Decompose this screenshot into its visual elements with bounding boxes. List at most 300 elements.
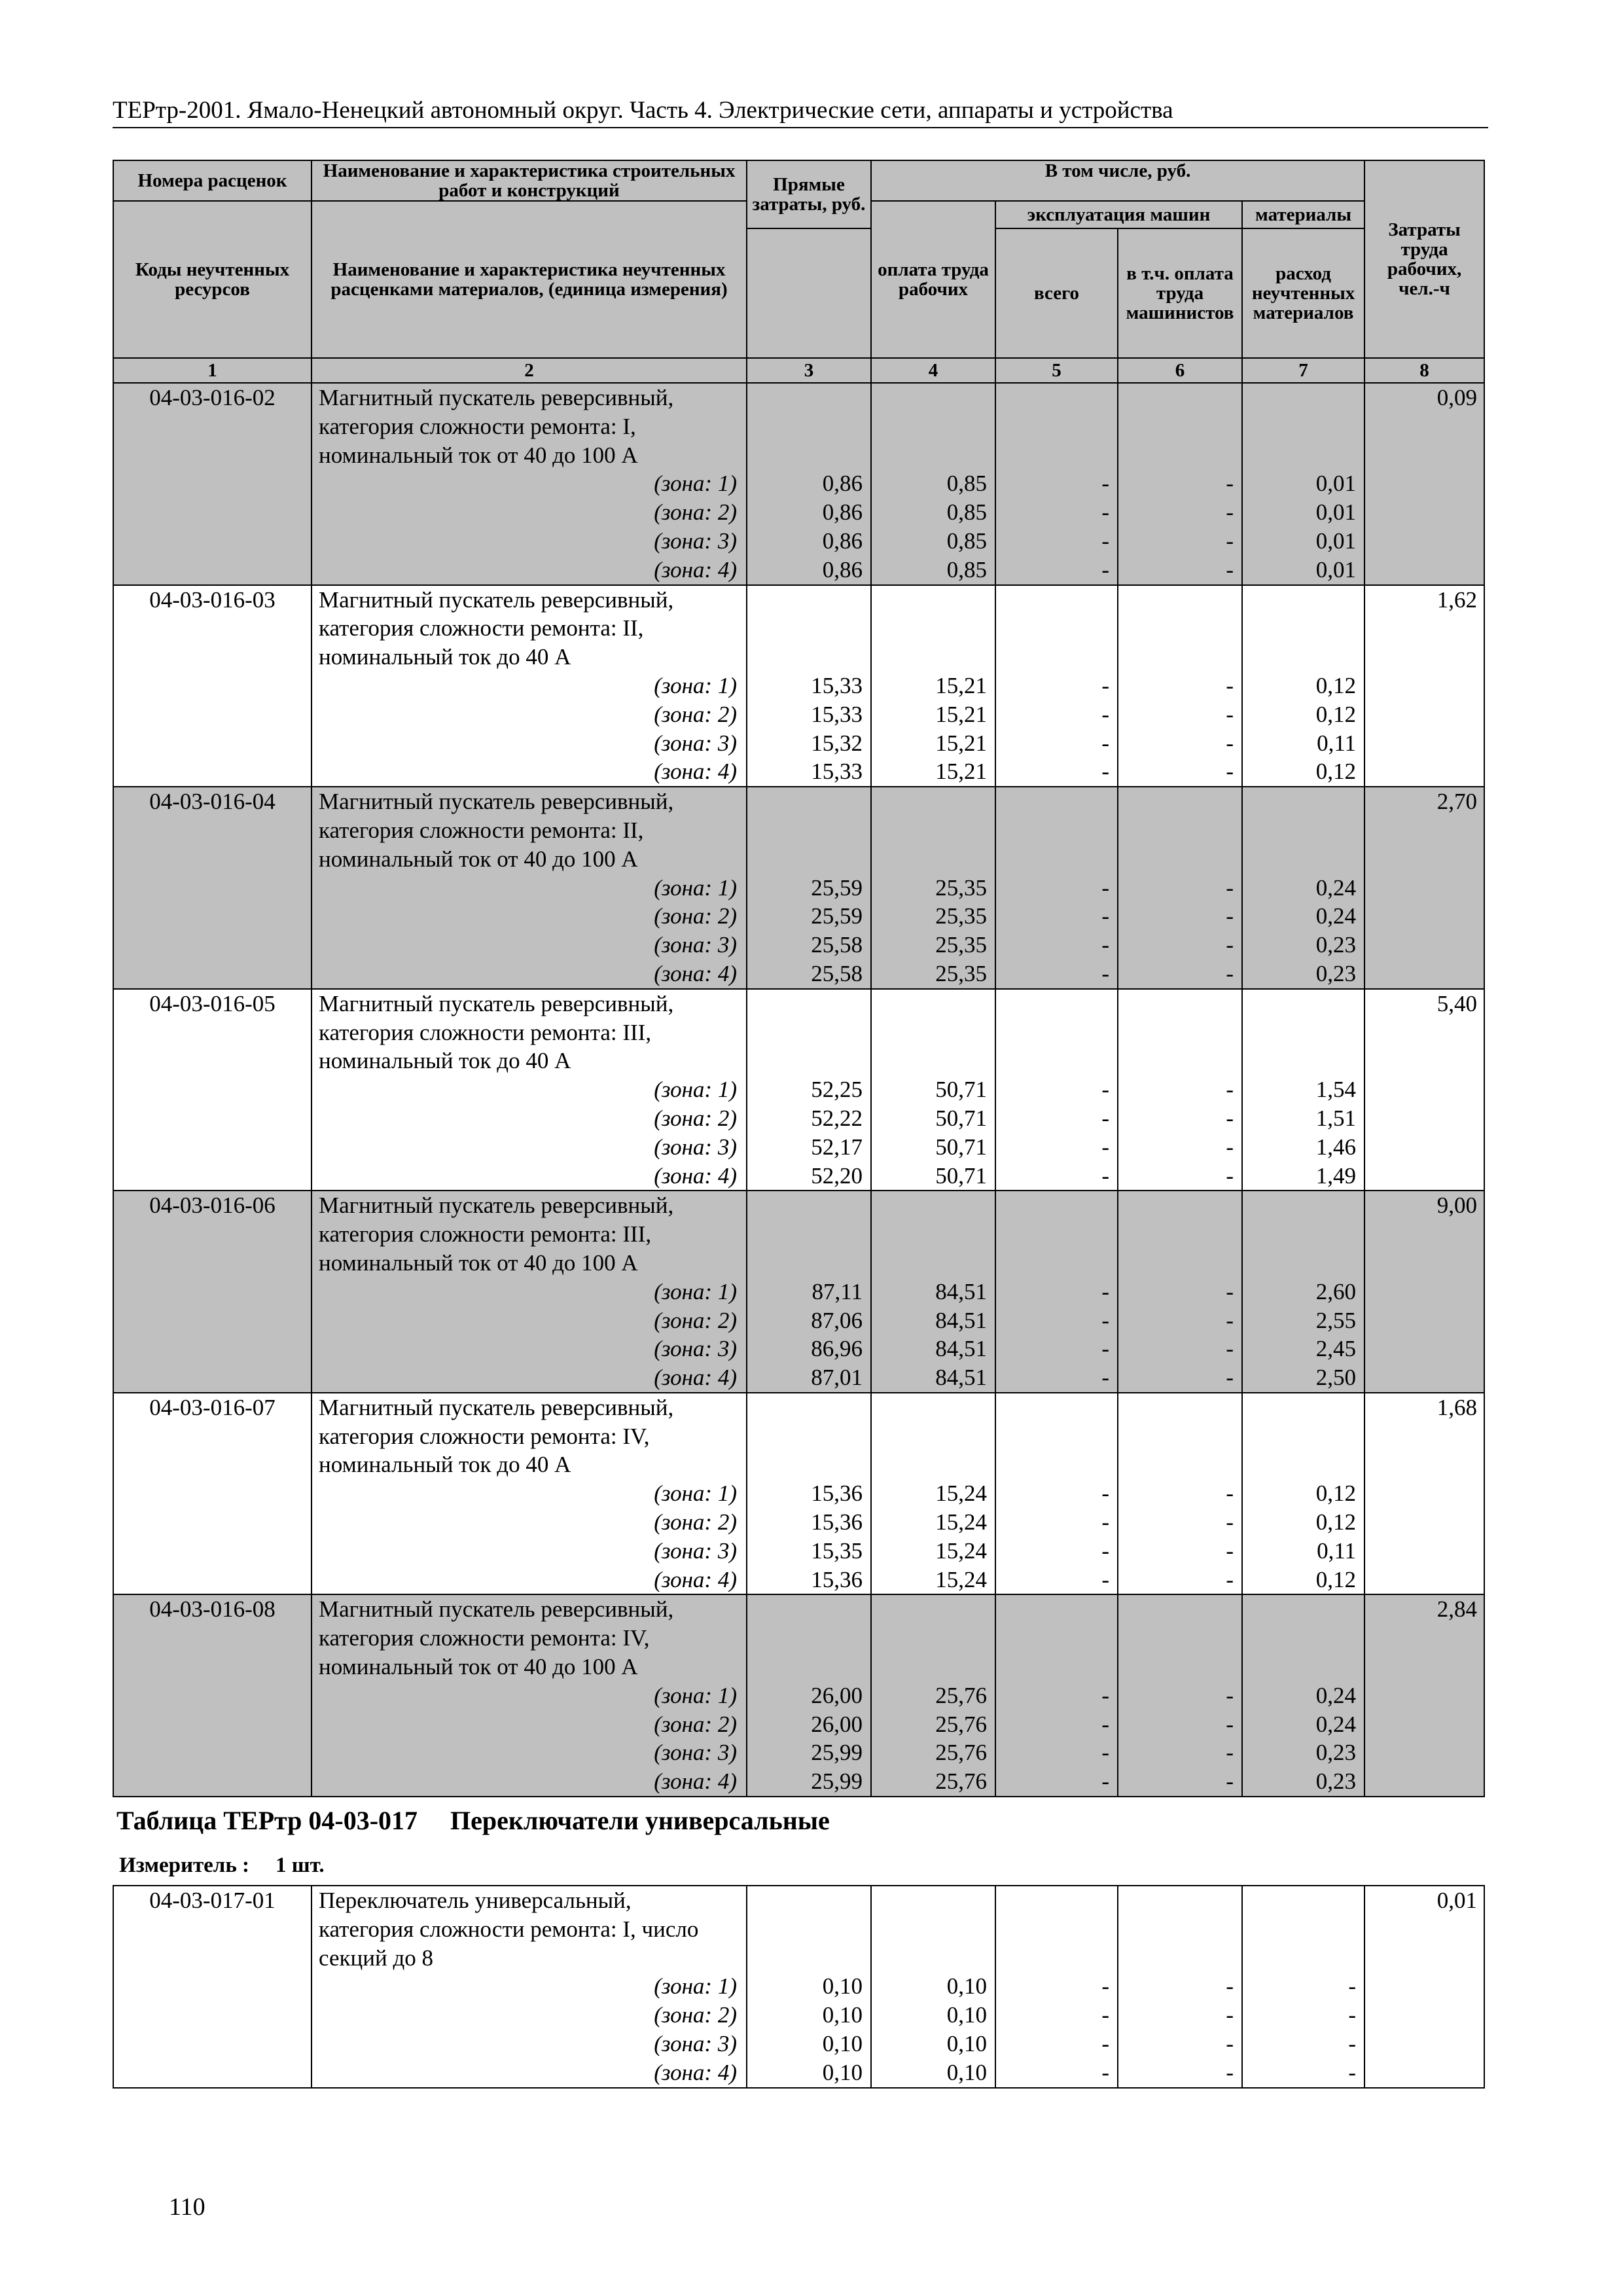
direct-cost-value: 15,36	[811, 1566, 863, 1592]
direct-cost-value: 0,86	[822, 528, 863, 554]
wages-value: 0,10	[946, 1973, 987, 2000]
rate-row	[113, 1886, 1484, 2088]
column-number: 4	[871, 358, 995, 383]
materials-cell	[1242, 1191, 1364, 1393]
machines-total-value: -	[1101, 471, 1109, 497]
zone-label: (зона: 1)	[654, 1278, 737, 1304]
direct-costs-cell	[747, 1191, 871, 1393]
rate-description	[312, 1191, 747, 1393]
wages-value: 15,21	[935, 759, 987, 785]
wages-cell	[871, 585, 995, 787]
zone-label: (зона: 1)	[654, 1682, 737, 1708]
wages-value: 50,71	[935, 1077, 987, 1103]
description-line: Магнитный пускатель реверсивный,	[319, 1596, 674, 1623]
machines-total-value: -	[1101, 1105, 1109, 1131]
description-line: секций до 8	[319, 1945, 433, 1971]
machines-wages-value: -	[1226, 1566, 1234, 1592]
machines-wages-value: -	[1226, 1537, 1234, 1564]
rate-row	[113, 585, 1484, 787]
rate-row	[113, 787, 1484, 989]
wages-value: 15,24	[935, 1509, 987, 1535]
direct-cost-value: 15,35	[811, 1537, 863, 1564]
description-line: категория сложности ремонта: III,	[319, 1221, 652, 1247]
direct-cost-value: 25,99	[811, 1768, 863, 1795]
materials-value: -	[1348, 2030, 1356, 2056]
col-resource-codes-header: Коды неучтенных ресурсов	[113, 201, 312, 358]
machines-total-value: -	[1101, 2002, 1109, 2028]
direct-cost-value: 86,96	[811, 1336, 863, 1362]
direct-cost-value: 25,59	[811, 903, 863, 929]
zone-label: (зона: 1)	[654, 471, 737, 497]
wages-value: 25,76	[935, 1740, 987, 1766]
machines-total-value: -	[1101, 874, 1109, 901]
materials-value: 0,01	[1315, 499, 1357, 526]
materials-value: 2,50	[1315, 1365, 1357, 1391]
machines-total-value: -	[1101, 1740, 1109, 1766]
machines-total-cell	[995, 585, 1118, 787]
labor-cost: 5,40	[1364, 989, 1484, 1191]
labor-cost: 2,70	[1364, 787, 1484, 989]
machines-wages-value: -	[1226, 759, 1234, 785]
machines-wages-value: -	[1226, 874, 1234, 901]
wages-cell	[871, 1594, 995, 1797]
wages-value: 0,85	[946, 528, 987, 554]
direct-cost-value: 25,99	[811, 1740, 863, 1766]
machines-total-value: -	[1101, 1278, 1109, 1304]
wages-value: 25,76	[935, 1682, 987, 1708]
rate-code: 04-03-016-02	[113, 383, 312, 585]
machines-wages-value: -	[1226, 2002, 1234, 2028]
direct-cost-value: 52,22	[811, 1105, 863, 1131]
machines-wages-value: -	[1226, 1365, 1234, 1391]
zone-label: (зона: 4)	[654, 1768, 737, 1795]
col-work-name-header: Наименование и характеристика строительных работ и конструкций	[312, 160, 747, 201]
wages-value: 50,71	[935, 1105, 987, 1131]
description-line: Магнитный пускатель реверсивный,	[319, 385, 674, 410]
col-materials-unaccounted-header: расход неучтенных материалов	[1242, 228, 1364, 358]
direct-cost-value: 52,25	[811, 1077, 863, 1103]
direct-cost-value: 26,00	[811, 1682, 863, 1708]
direct-cost-value: 87,01	[811, 1365, 863, 1391]
wages-cell	[871, 1191, 995, 1393]
labor-cost: 9,00	[1364, 1191, 1484, 1393]
col-machines-total-header: всего	[995, 228, 1118, 358]
materials-value: 0,01	[1315, 556, 1357, 583]
wages-value: 0,10	[946, 2059, 987, 2085]
description-line: номинальный ток до 40 А	[319, 1452, 571, 1478]
wages-value: 0,85	[946, 499, 987, 526]
col-labor-costs-header: Затраты труда рабочих, чел.-ч	[1364, 160, 1484, 358]
machines-total-value: -	[1101, 1365, 1109, 1391]
zone-label: (зона: 3)	[654, 1537, 737, 1564]
measure-value: 1 шт.	[276, 1854, 325, 1877]
materials-cell	[1242, 1594, 1364, 1797]
zone-label: (зона: 1)	[654, 1480, 737, 1507]
zone-label: (зона: 2)	[654, 2002, 737, 2028]
wages-value: 25,35	[935, 932, 987, 958]
col-machines-header: эксплуатация машин	[995, 201, 1242, 228]
col-materials-header: материалы	[1242, 201, 1364, 228]
machines-total-value: -	[1101, 1682, 1109, 1708]
materials-value: 1,51	[1315, 1105, 1357, 1131]
machines-total-value: -	[1101, 759, 1109, 785]
zone-label: (зона: 3)	[654, 1336, 737, 1362]
machines-total-value: -	[1101, 903, 1109, 929]
direct-cost-value: 15,36	[811, 1509, 863, 1535]
zone-label: (зона: 3)	[654, 528, 737, 554]
materials-value: 0,01	[1315, 471, 1357, 497]
machines-wages-value: -	[1226, 730, 1234, 756]
labor-cost: 1,62	[1364, 585, 1484, 787]
description-line: категория сложности ремонта: II,	[319, 817, 644, 843]
description-line: Магнитный пускатель реверсивный,	[319, 789, 674, 815]
labor-cost: 0,01	[1364, 1886, 1484, 2088]
description-line: категория сложности ремонта: III,	[319, 1019, 652, 1045]
zone-label: (зона: 3)	[654, 730, 737, 756]
materials-cell	[1242, 989, 1364, 1191]
materials-cell	[1242, 1393, 1364, 1595]
machines-wages-value: -	[1226, 471, 1234, 497]
machines-wages-value: -	[1226, 1077, 1234, 1103]
machines-total-value: -	[1101, 1973, 1109, 2000]
materials-value: 1,49	[1315, 1162, 1357, 1189]
materials-value: 0,11	[1317, 730, 1357, 756]
column-number: 6	[1118, 358, 1242, 383]
rate-description	[312, 383, 747, 585]
rate-description	[312, 1886, 747, 2088]
machines-wages-value: -	[1226, 1740, 1234, 1766]
wages-value: 25,35	[935, 874, 987, 901]
rate-row	[113, 383, 1484, 585]
machines-wages-cell	[1118, 1594, 1242, 1797]
machines-wages-cell	[1118, 585, 1242, 787]
zone-label: (зона: 1)	[654, 672, 737, 698]
materials-value: 2,45	[1315, 1336, 1357, 1362]
description-line: номинальный ток от 40 до 100 А	[319, 1249, 638, 1276]
machines-wages-value: -	[1226, 960, 1234, 986]
machines-wages-value: -	[1226, 1973, 1234, 2000]
description-line: Магнитный пускатель реверсивный,	[319, 990, 674, 1016]
machines-total-value: -	[1101, 1162, 1109, 1189]
rate-description	[312, 787, 747, 989]
direct-costs-cell	[747, 1393, 871, 1595]
materials-value: 0,12	[1315, 1566, 1357, 1592]
column-number: 2	[312, 358, 747, 383]
materials-value: 0,12	[1315, 672, 1357, 698]
direct-cost-value: 52,20	[811, 1162, 863, 1189]
machines-total-value: -	[1101, 1336, 1109, 1362]
zone-label: (зона: 4)	[654, 2059, 737, 2085]
rate-description	[312, 585, 747, 787]
materials-cell	[1242, 383, 1364, 585]
description-line: категория сложности ремонта: I,	[319, 413, 636, 439]
measure-line	[119, 1852, 325, 1878]
description-line: категория сложности ремонта: II,	[319, 615, 644, 641]
machines-wages-value: -	[1226, 499, 1234, 526]
machines-total-value: -	[1101, 556, 1109, 583]
rate-row	[113, 1393, 1484, 1595]
materials-value: 0,12	[1315, 759, 1357, 785]
zone-label: (зона: 4)	[654, 1162, 737, 1189]
labor-cost: 0,09	[1364, 383, 1484, 585]
direct-cost-value: 15,33	[811, 759, 863, 785]
wages-value: 15,21	[935, 730, 987, 756]
machines-wages-value: -	[1226, 1682, 1234, 1708]
direct-costs-cell	[747, 383, 871, 585]
machines-wages-value: -	[1226, 1480, 1234, 1507]
machines-wages-value: -	[1226, 528, 1234, 554]
zone-label: (зона: 2)	[654, 499, 737, 526]
zone-label: (зона: 2)	[654, 1711, 737, 1737]
wages-value: 50,71	[935, 1162, 987, 1189]
direct-cost-value: 87,06	[811, 1307, 863, 1333]
rate-description	[312, 1393, 747, 1595]
machines-total-cell	[995, 989, 1118, 1191]
machines-wages-cell	[1118, 383, 1242, 585]
materials-value: -	[1348, 2002, 1356, 2028]
rate-description	[312, 989, 747, 1191]
direct-costs-cell	[747, 585, 871, 787]
wages-value: 84,51	[935, 1336, 987, 1362]
wages-value: 0,85	[946, 556, 987, 583]
wages-value: 15,21	[935, 701, 987, 727]
machines-wages-cell	[1118, 787, 1242, 989]
machines-wages-value: -	[1226, 1134, 1234, 1160]
rates-table	[113, 160, 1485, 1797]
description-line: категория сложности ремонта: IV,	[319, 1423, 650, 1449]
col-direct-costs-header-cont	[747, 228, 871, 358]
machines-wages-value: -	[1226, 903, 1234, 929]
machines-wages-value: -	[1226, 932, 1234, 958]
direct-cost-value: 15,33	[811, 672, 863, 698]
machines-total-value: -	[1101, 701, 1109, 727]
materials-value: -	[1348, 2059, 1356, 2085]
page-number: 110	[169, 2193, 205, 2221]
col-rate-numbers-header: Номера расценок	[113, 160, 312, 201]
rate-row	[113, 1191, 1484, 1393]
wages-value: 0,10	[946, 2030, 987, 2056]
wages-value: 25,76	[935, 1768, 987, 1795]
description-line: номинальный ток до 40 А	[319, 1048, 571, 1074]
zone-label: (зона: 4)	[654, 960, 737, 986]
materials-value: 0,24	[1315, 1682, 1357, 1708]
machines-total-value: -	[1101, 730, 1109, 756]
table-label: Таблица ТЕРтр 04-03-017	[116, 1806, 418, 1835]
wages-value: 84,51	[935, 1278, 987, 1304]
wages-value: 25,35	[935, 903, 987, 929]
materials-value: 0,23	[1315, 1740, 1357, 1766]
direct-cost-value: 15,36	[811, 1480, 863, 1507]
machines-wages-value: -	[1226, 1509, 1234, 1535]
materials-value: 0,23	[1315, 960, 1357, 986]
zone-label: (зона: 2)	[654, 903, 737, 929]
machines-total-cell	[995, 1886, 1118, 2088]
zone-label: (зона: 4)	[654, 759, 737, 785]
column-numbers-row	[113, 358, 1484, 383]
table-title	[116, 1805, 830, 1837]
materials-value: 0,12	[1315, 701, 1357, 727]
wages-cell	[871, 383, 995, 585]
zone-label: (зона: 3)	[654, 2030, 737, 2056]
direct-cost-value: 26,00	[811, 1711, 863, 1737]
description-line: номинальный ток от 40 до 100 А	[319, 442, 638, 468]
description-line: категория сложности ремонта: I, число	[319, 1916, 699, 1942]
machines-total-value: -	[1101, 1307, 1109, 1333]
machines-total-cell	[995, 787, 1118, 989]
machines-total-value: -	[1101, 960, 1109, 986]
machines-total-value: -	[1101, 932, 1109, 958]
machines-wages-value: -	[1226, 2059, 1234, 2085]
machines-wages-cell	[1118, 1886, 1242, 2088]
machines-total-cell	[995, 383, 1118, 585]
materials-value: 0,01	[1315, 528, 1357, 554]
wages-cell	[871, 989, 995, 1191]
machines-total-value: -	[1101, 1077, 1109, 1103]
machines-total-value: -	[1101, 1711, 1109, 1737]
rate-row	[113, 989, 1484, 1191]
direct-cost-value: 52,17	[811, 1134, 863, 1160]
machines-total-value: -	[1101, 1768, 1109, 1795]
description-line: Магнитный пускатель реверсивный,	[319, 1193, 674, 1219]
materials-value: 0,24	[1315, 903, 1357, 929]
wages-value: 25,35	[935, 960, 987, 986]
page-header: ТЕРтр-2001. Ямало-Ненецкий автономный округ. Часть 4. Электрические сети, аппараты и устройства	[113, 96, 1488, 128]
machines-total-value: -	[1101, 1566, 1109, 1592]
rate-code: 04-03-016-05	[113, 989, 312, 1191]
materials-cell	[1242, 1886, 1364, 2088]
materials-value: 2,60	[1315, 1278, 1357, 1304]
materials-value: 2,55	[1315, 1307, 1357, 1333]
description-line: Магнитный пускатель реверсивный,	[319, 1394, 674, 1420]
direct-cost-value: 0,10	[822, 2059, 863, 2085]
zone-label: (зона: 3)	[654, 1740, 737, 1766]
materials-value: 0,11	[1317, 1537, 1357, 1564]
col-material-name-header: Наименование и характеристика неучтенных расценками материалов, (единица измерения)	[312, 201, 747, 358]
col-machines-wages-header: в т.ч. оплата труда машинистов	[1118, 228, 1242, 358]
machines-wages-value: -	[1226, 2030, 1234, 2056]
machines-total-value: -	[1101, 528, 1109, 554]
machines-total-cell	[995, 1393, 1118, 1595]
column-number: 8	[1364, 358, 1484, 383]
direct-cost-value: 25,58	[811, 932, 863, 958]
machines-wages-cell	[1118, 1191, 1242, 1393]
zone-label: (зона: 1)	[654, 1077, 737, 1103]
direct-cost-value: 0,10	[822, 2030, 863, 2056]
wages-cell	[871, 1393, 995, 1595]
machines-wages-cell	[1118, 1393, 1242, 1595]
direct-costs-cell	[747, 1886, 871, 2088]
materials-cell	[1242, 585, 1364, 787]
labor-cost: 1,68	[1364, 1393, 1484, 1595]
col-including-header: В том числе, руб.	[871, 160, 1364, 201]
machines-wages-value: -	[1226, 1105, 1234, 1131]
column-number: 7	[1242, 358, 1364, 383]
zone-label: (зона: 1)	[654, 874, 737, 901]
direct-cost-value: 87,11	[812, 1278, 863, 1304]
wages-value: 84,51	[935, 1307, 987, 1333]
rate-code: 04-03-017-01	[113, 1886, 312, 2088]
description-line: номинальный ток от 40 до 100 А	[319, 1654, 638, 1680]
materials-value: 0,24	[1315, 874, 1357, 901]
materials-value: 0,24	[1315, 1711, 1357, 1737]
direct-cost-value: 15,33	[811, 701, 863, 727]
direct-cost-value: 0,86	[822, 499, 863, 526]
materials-value: 0,23	[1315, 1768, 1357, 1795]
machines-wages-cell	[1118, 989, 1242, 1191]
switches-table	[113, 1885, 1485, 2089]
rate-description	[312, 1594, 747, 1797]
direct-costs-cell	[747, 787, 871, 989]
machines-total-value: -	[1101, 2030, 1109, 2056]
materials-value: -	[1348, 1973, 1356, 2000]
zone-label: (зона: 2)	[654, 701, 737, 727]
wages-value: 15,24	[935, 1566, 987, 1592]
description-line: Магнитный пускатель реверсивный,	[319, 586, 674, 613]
materials-value: 1,46	[1315, 1134, 1357, 1160]
machines-total-value: -	[1101, 1480, 1109, 1507]
zone-label: (зона: 4)	[654, 1566, 737, 1592]
description-line: номинальный ток от 40 до 100 А	[319, 846, 638, 872]
machines-wages-value: -	[1226, 1278, 1234, 1304]
direct-costs-cell	[747, 1594, 871, 1797]
rate-code: 04-03-016-04	[113, 787, 312, 989]
machines-total-value: -	[1101, 1537, 1109, 1564]
direct-cost-value: 15,32	[811, 730, 863, 756]
column-number: 3	[747, 358, 871, 383]
machines-total-cell	[995, 1191, 1118, 1393]
machines-total-cell	[995, 1594, 1118, 1797]
zone-label: (зона: 3)	[654, 932, 737, 958]
machines-wages-value: -	[1226, 556, 1234, 583]
machines-total-value: -	[1101, 672, 1109, 698]
rate-row	[113, 1594, 1484, 1797]
direct-cost-value: 0,10	[822, 1973, 863, 2000]
direct-costs-cell	[747, 989, 871, 1191]
machines-total-value: -	[1101, 1509, 1109, 1535]
machines-total-value: -	[1101, 499, 1109, 526]
direct-cost-value: 0,86	[822, 471, 863, 497]
column-number: 1	[113, 358, 312, 383]
materials-value: 1,54	[1315, 1077, 1357, 1103]
wages-value: 84,51	[935, 1365, 987, 1391]
description-line: категория сложности ремонта: IV,	[319, 1625, 650, 1651]
machines-wages-value: -	[1226, 672, 1234, 698]
materials-value: 0,23	[1315, 932, 1357, 958]
machines-wages-value: -	[1226, 701, 1234, 727]
materials-value: 0,12	[1315, 1480, 1357, 1507]
direct-cost-value: 0,86	[822, 556, 863, 583]
description-line: номинальный ток до 40 А	[319, 644, 571, 670]
wages-value: 0,85	[946, 471, 987, 497]
zone-label: (зона: 1)	[654, 1973, 737, 2000]
direct-cost-value: 25,58	[811, 960, 863, 986]
zone-label: (зона: 3)	[654, 1134, 737, 1160]
wages-value: 15,21	[935, 672, 987, 698]
wages-value: 0,10	[946, 2002, 987, 2028]
wages-cell	[871, 787, 995, 989]
materials-value: 0,12	[1315, 1509, 1357, 1535]
col-direct-costs-header: Прямые затраты, руб.	[747, 160, 871, 228]
labor-cost: 2,84	[1364, 1594, 1484, 1797]
measure-label: Измеритель :	[119, 1854, 250, 1877]
machines-wages-value: -	[1226, 1768, 1234, 1795]
zone-label: (зона: 2)	[654, 1509, 737, 1535]
materials-cell	[1242, 787, 1364, 989]
rate-code: 04-03-016-03	[113, 585, 312, 787]
wages-value: 15,24	[935, 1537, 987, 1564]
machines-total-value: -	[1101, 2059, 1109, 2085]
table-name: Переключатели универсальные	[450, 1806, 830, 1835]
